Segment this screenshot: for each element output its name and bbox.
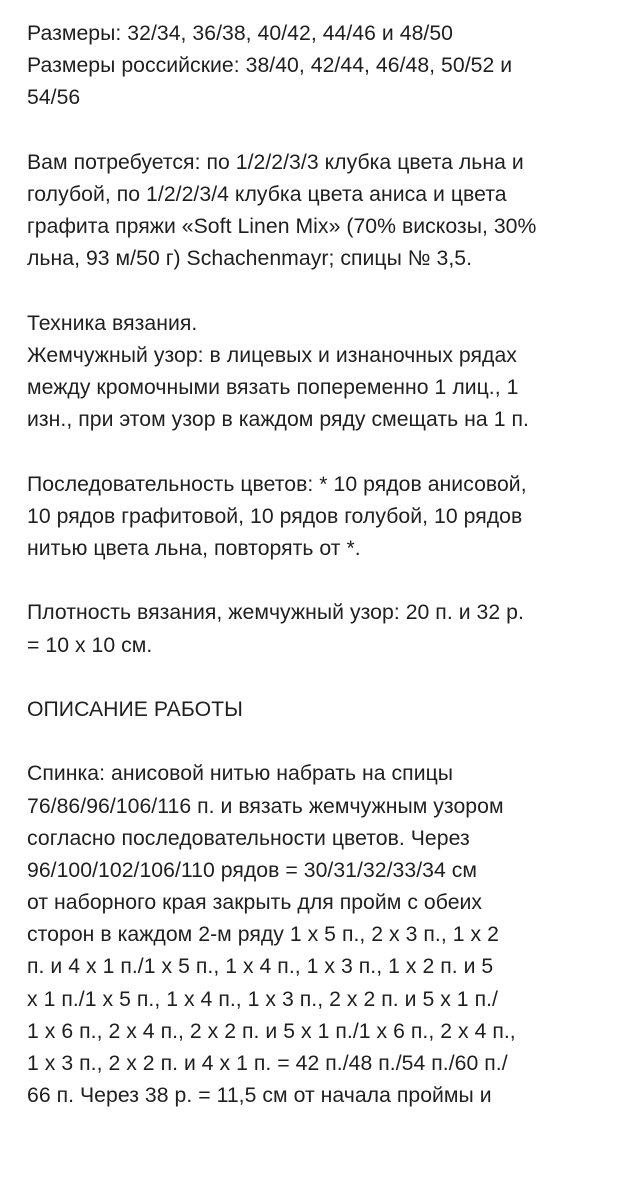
text-line: п. и 4 x 1 п./1 x 5 п., 1 x 4 п., 1 x 3 п., 1 x 2 п. и 5 [27, 955, 494, 979]
text-line: Вам потребуется: по 1/2/2/3/3 клубка цвета льна и [27, 150, 524, 174]
blank-line [27, 726, 627, 758]
text-line: 10 рядов графитовой, 10 рядов голубой, 10 рядов [27, 504, 523, 528]
text-line: между кромочными вязать попеременно 1 лиц., 1 [27, 376, 519, 400]
text-line: Размеры российские: 38/40, 42/44, 46/48, 50/52 и [27, 54, 513, 78]
text-line: согласно последовательности цветов. Через [27, 826, 470, 850]
blank-line [27, 436, 627, 468]
text-line: изн., при этом узор в каждом ряду смещать на 1 п. [27, 408, 529, 432]
text-line: Последовательность цветов: * 10 рядов анисовой, [27, 472, 527, 496]
blank-line [27, 115, 627, 147]
text-line: 76/86/96/106/116 п. и вязать жемчужным узором [27, 794, 504, 818]
blank-line [27, 565, 627, 597]
text-line: от наборного края закрыть для пройм с обеих [27, 891, 483, 915]
section-heading: ОПИСАНИЕ РАБОТЫ [27, 697, 243, 721]
text-line: 1 x 6 п., 2 x 4 п., 2 x 2 п. и 5 x 1 п./1 x 6 п., 2 x 4 п., [27, 1019, 516, 1043]
document-body [27, 18, 627, 1112]
text-line: 54/56 [27, 86, 81, 110]
text-line: 66 п. Через 38 р. = 11,5 см от начала проймы и [27, 1084, 492, 1108]
text-line: Спинка: анисовой нитью набрать на спицы [27, 762, 454, 786]
text-line: нитью цвета льна, повторять от *. [27, 537, 361, 560]
text-line: 1 x 3 п., 2 x 2 п. и 4 x 1 п. = 42 п./48 п./54 п./60 п./ [27, 1052, 508, 1075]
text-line: Жемчужный узор: в лицевых и изнаночных рядах [27, 343, 517, 367]
text-line: Размеры: 32/34, 36/38, 40/42, 44/46 и 48/50 [27, 22, 454, 45]
text-line: Техника вязания. [27, 311, 198, 335]
text-line: льна, 93 м/50 г) Schachenmayr; спицы № 3,5. [27, 247, 473, 271]
text-line: Плотность вязания, жемчужный узор: 20 п. и 32 р. [27, 601, 524, 625]
text-line: сторон в каждом 2-м ряду 1 x 5 п., 2 x 3 п., 1 x 2 [27, 923, 499, 947]
text-line: графита пряжи «Soft Linen Mix» (70% вискозы, 30% [27, 215, 537, 239]
blank-line [27, 662, 627, 694]
text-line: x 1 п./1 x 5 п., 1 x 4 п., 1 x 3 п., 2 x 2 п. и 5 x 1 п./ [27, 987, 498, 1011]
blank-line [27, 276, 627, 308]
text-line: голубой, по 1/2/2/3/4 клубка цвета аниса и цвета [27, 182, 507, 206]
text-line: = 10 x 10 см. [27, 633, 153, 657]
text-line: 96/100/102/106/110 рядов = 30/31/32/33/34 см [27, 858, 478, 882]
